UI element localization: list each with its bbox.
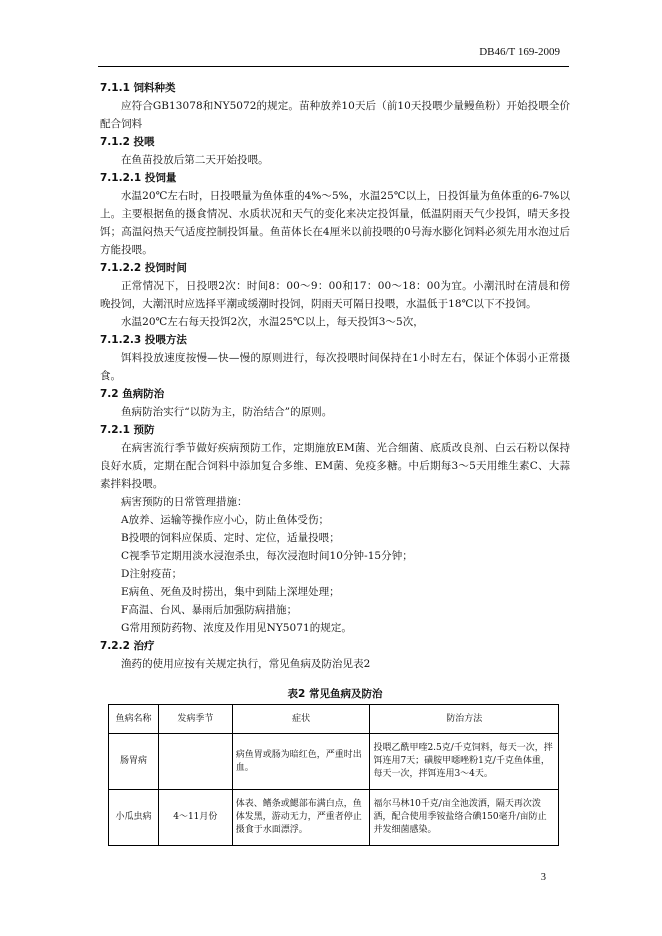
section-heading: 7.1.2.3 投喂方法 xyxy=(100,334,187,346)
list-item: F高温、台风、暴雨后加强防病措施； xyxy=(121,604,298,616)
paragraph: 病害预防的日常管理措施： xyxy=(121,496,248,508)
disease-treatment: 投喂乙酰甲喹2.5克/千克饲料，每天一次，拌饵连用7天；磺胺甲噁唑粉1克/千克鱼体重，每天一次，拌饵连用3～4天。 xyxy=(370,734,559,790)
paragraph: 水温20℃左右时，日投喂量为鱼体重的4%～5%，水温25℃以上，日投饵量为鱼体重的6-7%以上。主要根据鱼的摄食情况、水质状况和天气的变化来决定投饵量，低温阴雨天气少投饵，晴天多投饵；高温闷热天气适度控制投饵量。鱼苗体长在4厘米以前投喂的0号海水膨化饲料必须先用水泡过后方能投喂。 xyxy=(100,190,570,256)
paragraph: 正常情况下，日投喂2次：时间8：00～9：00和17：00～18：00为宜。小潮汛时在清晨和傍晚投饲，大潮汛时应选择平潮或缓潮时投饲，阴雨天可隔日投喂，水温低于18℃以下不投饲。 xyxy=(100,280,570,310)
list-item: E病鱼、死鱼及时捞出，集中到陆上深埋处理； xyxy=(121,586,340,598)
section-heading: 7.2 鱼病防治 xyxy=(100,388,165,400)
section-heading: 7.1.1 饲料种类 xyxy=(100,82,176,94)
disease-symptoms: 病鱼胃或肠为暗红色，严重时出血。 xyxy=(232,734,370,790)
disease-name: 肠胃病 xyxy=(109,734,159,790)
section-heading: 7.1.2 投喂 xyxy=(100,136,155,148)
disease-name: 小瓜虫病 xyxy=(109,790,159,846)
list-item: B投喂的饲料应保质、定时、定位，适量投喂； xyxy=(121,532,340,544)
section-heading: 7.1.2.1 投饲量 xyxy=(100,172,177,184)
disease-season: 4～11月份 xyxy=(158,790,232,846)
table-caption: 表2 常见鱼病及防治 xyxy=(287,688,383,700)
fish-disease-table xyxy=(108,704,559,846)
header-rule xyxy=(98,66,569,67)
document-body xyxy=(100,79,570,673)
section-heading: 7.1.2.2 投饲时间 xyxy=(100,262,187,274)
table-row xyxy=(109,790,559,846)
column-header-symptoms: 症状 xyxy=(232,705,370,734)
column-header-season: 发病季节 xyxy=(158,705,232,734)
table-row xyxy=(109,734,559,790)
section-heading: 7.2.2 治疗 xyxy=(100,640,155,652)
document-code: DB46/T 169-2009 xyxy=(479,46,560,58)
paragraph: 水温20℃左右每天投饵2次，水温25℃以上，每天投饵3～5次， xyxy=(121,316,424,328)
paragraph: 在鱼苗投放后第二天开始投喂。 xyxy=(121,154,269,166)
list-item: C视季节定期用淡水浸泡杀虫，每次浸泡时间10分钟-15分钟； xyxy=(121,550,413,562)
section-heading: 7.2.1 预防 xyxy=(100,424,155,436)
paragraph: 在病害流行季节做好疾病预防工作，定期施放EM菌、光合细菌、底质改良剂、白云石粉以保持良好水质，定期在配合饲料中添加复合多维、EM菌、免疫多糖。中后期每3～5天用维生素C、大蒜素拌料投喂。 xyxy=(100,442,570,490)
disease-season xyxy=(158,734,232,790)
paragraph: 饵料投放速度按慢—快—慢的原则进行，每次投喂时间保持在1小时左右，保证个体弱小正常摄食。 xyxy=(100,352,570,382)
page-number: 3 xyxy=(540,872,546,883)
list-item: A放养、运输等操作应小心，防止鱼体受伤； xyxy=(121,514,330,526)
disease-treatment: 福尔马林10千克/亩全池泼洒，隔天再次泼洒，配合使用季铵盐络合碘150毫升/亩防止并发细菌感染。 xyxy=(370,790,559,846)
paragraph: 渔药的使用应按有关规定执行，常见鱼病及防治见表2 xyxy=(121,658,371,670)
list-item: G常用预防药物、浓度及作用见NY5071的规定。 xyxy=(121,622,352,634)
list-item: D注射疫苗； xyxy=(121,568,183,580)
column-header-disease: 鱼病名称 xyxy=(109,705,159,734)
paragraph: 应符合GB13078和NY5072的规定。苗种放养10天后（前10天投喂少量鳗鱼粉）开始投喂全价配合饲料 xyxy=(100,100,570,130)
table-header-row xyxy=(109,705,559,734)
disease-symptoms: 体表、鳍条或鳃部布满白点，鱼体发黑，游动无力，严重者停止摄食于水面漂浮。 xyxy=(232,790,370,846)
paragraph: 鱼病防治实行“以防为主，防治结合”的原则。 xyxy=(121,406,333,418)
column-header-treatment: 防治方法 xyxy=(370,705,559,734)
